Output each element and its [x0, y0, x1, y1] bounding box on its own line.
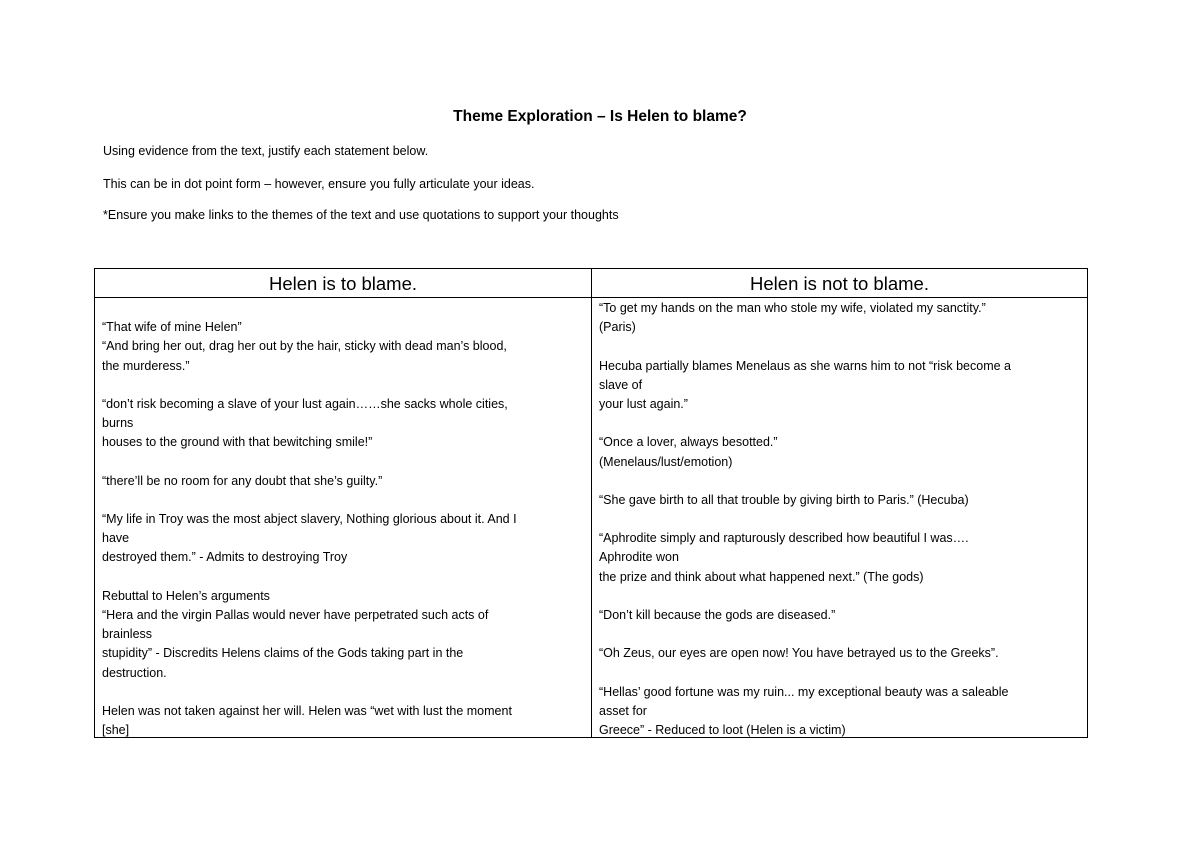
text-line: “And bring her out, drag her out by the hair, sticky with dead man’s blood, [102, 339, 507, 354]
page-title: Theme Exploration – Is Helen to blame? [453, 108, 747, 125]
text-line [599, 510, 1083, 529]
instruction-line: This can be in dot point form – however, ensure you fully articulate your ideas. [103, 177, 535, 191]
text-line [599, 414, 1083, 433]
text-line [102, 491, 584, 510]
text-line: Rebuttal to Helen’s arguments [102, 588, 270, 603]
text-line [102, 683, 584, 702]
text-line [102, 568, 584, 587]
text-line: “She gave birth to all that trouble by giving birth to Paris.” (Hecuba) [599, 492, 969, 507]
text-line: “Once a lover, always besotted.” [599, 435, 778, 450]
text-line [599, 664, 1083, 683]
text-line: (Menelaus/lust/emotion) [599, 454, 733, 469]
text-line: the prize and think about what happened next.” (The gods) [599, 569, 924, 584]
text-line: Hecuba partially blames Menelaus as she warns him to not “risk become a [599, 358, 1011, 373]
text-line [102, 453, 584, 472]
text-line: [she] [102, 723, 130, 738]
text-line: “Don’t kill because the gods are diseased.” [599, 608, 836, 622]
cell-not-to-blame [599, 299, 1083, 740]
text-line: “don’t risk becoming a slave of your lust again……she sacks whole cities, [102, 396, 508, 411]
instruction-line: *Ensure you make links to the themes of the text and use quotations to support your thoughts [103, 208, 619, 222]
text-line: “My life in Troy was the most abject slavery, Nothing glorious about it. And I [102, 512, 517, 527]
text-line: the murderess.” [102, 358, 190, 373]
column-heading-not-to-blame: Helen is not to blame. [750, 273, 929, 294]
column-divider [591, 269, 592, 737]
text-line: Greece” - Reduced to loot (Helen is a victim) [599, 723, 846, 738]
text-line [599, 587, 1083, 606]
text-line [599, 625, 1083, 644]
text-line: asset for [599, 703, 647, 718]
text-line [599, 337, 1083, 356]
text-line: Helen was not taken against her will. Helen was “wet with lust the moment [102, 703, 512, 718]
cell-to-blame [102, 299, 584, 740]
text-line: burns [102, 416, 134, 431]
text-line: “To get my hands on the man who stole my wife, violated my sanctity.” [599, 301, 986, 315]
text-line: (Paris) [599, 320, 636, 335]
text-line: brainless [102, 627, 153, 642]
text-line [599, 472, 1083, 491]
column-heading-to-blame: Helen is to blame. [268, 273, 418, 294]
text-line: houses to the ground with that bewitching smile!” [102, 435, 373, 450]
text-line: have [102, 531, 130, 546]
text-line [102, 376, 584, 395]
instruction-line: Using evidence from the text, justify each statement below. [103, 144, 429, 158]
text-line: “Hera and the virgin Pallas would never have perpetrated such acts of [102, 608, 489, 622]
text-line: “Oh Zeus, our eyes are open now! You have betrayed us to the Greeks”. [599, 646, 999, 661]
text-line: slave of [599, 377, 643, 392]
blame-table [94, 268, 1088, 738]
header-divider [95, 297, 1087, 298]
text-line: “That wife of mine Helen” [102, 320, 242, 335]
text-line: your lust again.” [599, 396, 688, 411]
text-line [102, 299, 584, 318]
text-line: destroyed them.” - Admits to destroying Troy [102, 550, 348, 565]
text-line: “Hellas’ good fortune was my ruin... my exceptional beauty was a saleable [599, 684, 1009, 699]
text-line: Aphrodite won [599, 550, 679, 565]
text-line: destruction. [102, 665, 167, 680]
text-line: “Aphrodite simply and rapturously described how beautiful I was…. [599, 531, 969, 546]
text-line: stupidity” - Discredits Helens claims of the Gods taking part in the [102, 646, 464, 661]
text-line: “there’ll be no room for any doubt that she’s guilty.” [102, 473, 383, 488]
